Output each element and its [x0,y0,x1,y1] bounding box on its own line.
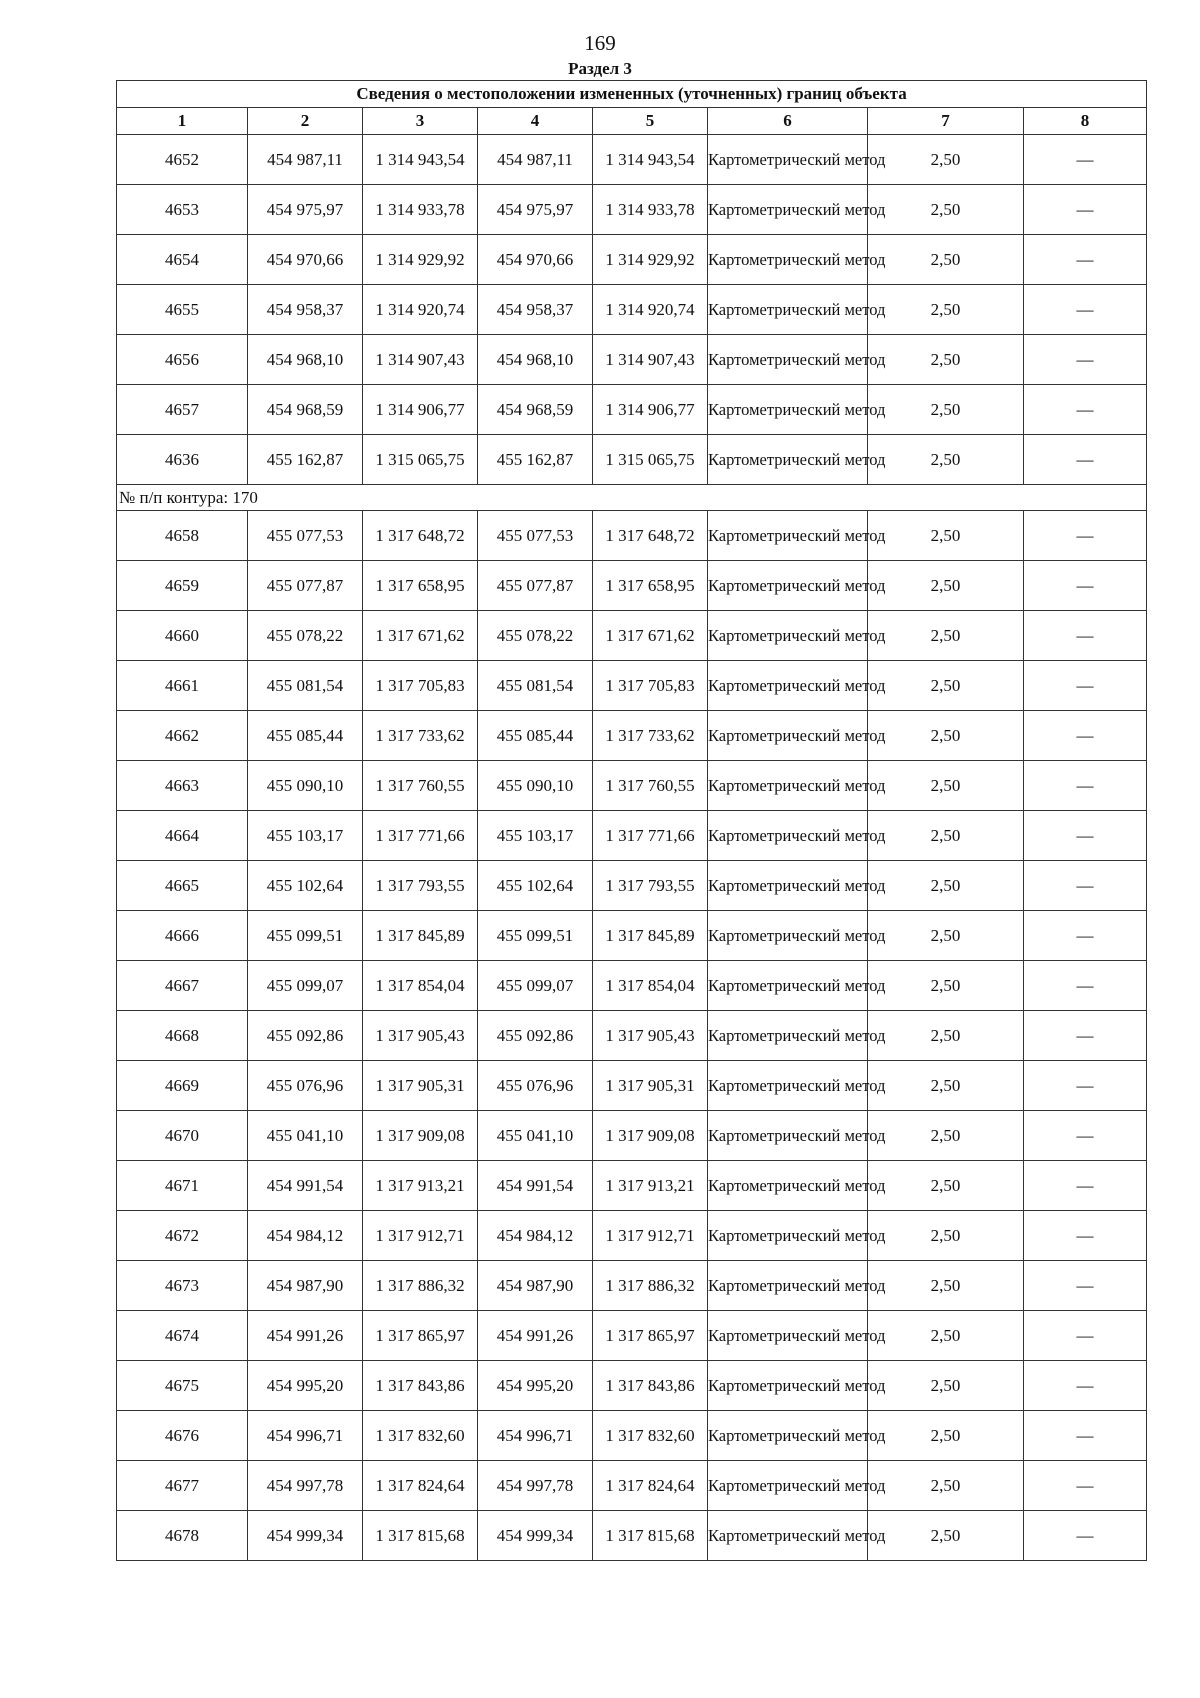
table-cell-col4: 454 995,20 [478,1361,593,1411]
table-cell-col8: — [1024,1411,1147,1461]
table-cell-col6: Картометрический метод [708,1161,868,1211]
table-cell-col6: Картометрический метод [708,661,868,711]
table-cell-col3: 1 317 854,04 [363,961,478,1011]
table-cell-col8: — [1024,385,1147,435]
table-row [117,385,1147,435]
table-cell-col6: Картометрический метод [708,761,868,811]
table-cell-col7: 2,50 [868,1311,1024,1361]
table-cell-col6: Картометрический метод [708,611,868,661]
table-row [117,435,1147,485]
table-cell-col2: 454 987,11 [248,135,363,185]
table-cell-col6: Картометрический метод [708,861,868,911]
table-cell-col3: 1 317 671,62 [363,611,478,661]
table-cell-col7: 2,50 [868,1411,1024,1461]
table-cell-col3: 1 317 886,32 [363,1261,478,1311]
table-cell-col1: 4669 [117,1061,248,1111]
table-cell-col7: 2,50 [868,561,1024,611]
table-cell-col5: 1 314 920,74 [593,285,708,335]
table-cell-col3: 1 317 793,55 [363,861,478,911]
table-cell-col1: 4666 [117,911,248,961]
table-cell-col6: Картометрический метод [708,385,868,435]
table-cell-col3: 1 317 705,83 [363,661,478,711]
table-cell-col7: 2,50 [868,1511,1024,1561]
table-cell-col2: 454 997,78 [248,1461,363,1511]
table-cell-col6: Картометрический метод [708,285,868,335]
column-header-6: 6 [708,108,868,135]
table-cell-col3: 1 317 909,08 [363,1111,478,1161]
table-cell-col8: — [1024,811,1147,861]
column-header-1: 1 [117,108,248,135]
table-cell-col4: 454 996,71 [478,1411,593,1461]
table-cell-col8: — [1024,185,1147,235]
table-cell-col2: 454 968,59 [248,385,363,435]
table-cell-col2: 455 092,86 [248,1011,363,1061]
table-cell-col6: Картометрический метод [708,235,868,285]
table-cell-col7: 2,50 [868,1011,1024,1061]
table-cell-col7: 2,50 [868,1361,1024,1411]
table-row [117,711,1147,761]
table-cell-col6: Картометрический метод [708,1211,868,1261]
table-cell-col2: 455 081,54 [248,661,363,711]
table-cell-col1: 4664 [117,811,248,861]
table-cell-col1: 4653 [117,185,248,235]
table-cell-col3: 1 317 865,97 [363,1311,478,1361]
table-cell-col8: — [1024,511,1147,561]
table-row [117,1511,1147,1561]
table-cell-col1: 4659 [117,561,248,611]
table-cell-col6: Картометрический метод [708,435,868,485]
table-cell-col4: 455 162,87 [478,435,593,485]
table-cell-col8: — [1024,1361,1147,1411]
table-cell-col6: Картометрический метод [708,961,868,1011]
table-row [117,511,1147,561]
table-cell-col5: 1 317 733,62 [593,711,708,761]
table-cell-col5: 1 315 065,75 [593,435,708,485]
table-cell-col3: 1 317 760,55 [363,761,478,811]
table-row [117,235,1147,285]
table-cell-col2: 454 991,54 [248,1161,363,1211]
table-row [117,1461,1147,1511]
table-cell-col4: 455 076,96 [478,1061,593,1111]
table-cell-col3: 1 317 912,71 [363,1211,478,1261]
table-cell-col2: 454 970,66 [248,235,363,285]
column-header-row [117,108,1147,135]
table-cell-col1: 4654 [117,235,248,285]
table-cell-col8: — [1024,1511,1147,1561]
table-cell-col4: 455 103,17 [478,811,593,861]
table-cell-col5: 1 317 909,08 [593,1111,708,1161]
table-cell-col5: 1 317 905,31 [593,1061,708,1111]
table-row [117,1311,1147,1361]
table-cell-col6: Картометрический метод [708,335,868,385]
table-cell-col3: 1 317 824,64 [363,1461,478,1511]
table-cell-col3: 1 314 943,54 [363,135,478,185]
table-cell-col7: 2,50 [868,711,1024,761]
table-cell-col6: Картометрический метод [708,1261,868,1311]
table-row [117,611,1147,661]
column-header-4: 4 [478,108,593,135]
table-row [117,335,1147,385]
table-row [117,861,1147,911]
table-cell-col6: Картометрический метод [708,1111,868,1161]
table-cell-col2: 454 996,71 [248,1411,363,1461]
table-cell-col3: 1 317 733,62 [363,711,478,761]
table-cell-col6: Картометрический метод [708,135,868,185]
table-cell-col1: 4676 [117,1411,248,1461]
section-label: Раздел 3 [568,59,632,78]
table-cell-col6: Картометрический метод [708,185,868,235]
table-cell-col7: 2,50 [868,811,1024,861]
table-cell-col3: 1 317 832,60 [363,1411,478,1461]
table-cell-col4: 454 997,78 [478,1461,593,1511]
table-cell-col8: — [1024,611,1147,661]
table-cell-col7: 2,50 [868,1461,1024,1511]
table-cell-col5: 1 314 907,43 [593,335,708,385]
table-cell-col8: — [1024,1011,1147,1061]
table-cell-col8: — [1024,761,1147,811]
table-cell-col3: 1 314 906,77 [363,385,478,435]
table-cell-col4: 454 987,11 [478,135,593,185]
table-row [117,135,1147,185]
table-cell-col2: 455 099,51 [248,911,363,961]
table-cell-col7: 2,50 [868,435,1024,485]
table-cell-col2: 455 077,87 [248,561,363,611]
table-row [117,1411,1147,1461]
table-cell-col4: 454 958,37 [478,285,593,335]
table-cell-col6: Картометрический метод [708,1311,868,1361]
table-cell-col2: 455 077,53 [248,511,363,561]
table-cell-col5: 1 314 929,92 [593,235,708,285]
table-cell-col5: 1 317 886,32 [593,1261,708,1311]
table-cell-col1: 4656 [117,335,248,385]
table-cell-col5: 1 317 843,86 [593,1361,708,1411]
table-cell-col2: 454 968,10 [248,335,363,385]
table-cell-col6: Картометрический метод [708,511,868,561]
table-cell-col8: — [1024,1311,1147,1361]
table-cell-col3: 1 317 771,66 [363,811,478,861]
table-cell-col7: 2,50 [868,385,1024,435]
table-cell-col1: 4662 [117,711,248,761]
table-cell-col5: 1 317 658,95 [593,561,708,611]
table-cell-col1: 4675 [117,1361,248,1411]
table-cell-col2: 454 975,97 [248,185,363,235]
table-cell-col4: 455 081,54 [478,661,593,711]
table-cell-col3: 1 317 913,21 [363,1161,478,1211]
table-cell-col2: 455 041,10 [248,1111,363,1161]
table-row [117,1261,1147,1311]
table-cell-col4: 454 970,66 [478,235,593,285]
table-cell-col3: 1 317 815,68 [363,1511,478,1561]
table-cell-col1: 4655 [117,285,248,335]
table-cell-col7: 2,50 [868,1211,1024,1261]
table-cell-col8: — [1024,1111,1147,1161]
table-row [117,1161,1147,1211]
table-cell-col1: 4636 [117,435,248,485]
table-cell-col8: — [1024,561,1147,611]
table-cell-col4: 455 090,10 [478,761,593,811]
table-row [117,1061,1147,1111]
table-cell-col5: 1 317 648,72 [593,511,708,561]
table-cell-col2: 455 090,10 [248,761,363,811]
table-cell-col1: 4663 [117,761,248,811]
table-cell-col3: 1 317 905,31 [363,1061,478,1111]
table-cell-col1: 4652 [117,135,248,185]
table-cell-col7: 2,50 [868,335,1024,385]
table-cell-col4: 455 041,10 [478,1111,593,1161]
table-cell-col3: 1 315 065,75 [363,435,478,485]
table-cell-col2: 455 102,64 [248,861,363,911]
table-cell-col7: 2,50 [868,1111,1024,1161]
table-cell-col6: Картометрический метод [708,911,868,961]
table-cell-col2: 455 085,44 [248,711,363,761]
table-cell-col7: 2,50 [868,861,1024,911]
table-cell-col6: Картометрический метод [708,1511,868,1561]
table-cell-col4: 455 078,22 [478,611,593,661]
table-cell-col4: 454 999,34 [478,1511,593,1561]
column-header-2: 2 [248,108,363,135]
table-cell-col8: — [1024,711,1147,761]
table-cell-col5: 1 317 760,55 [593,761,708,811]
table-cell-col5: 1 317 912,71 [593,1211,708,1261]
table-cell-col4: 454 991,54 [478,1161,593,1211]
table-cell-col1: 4673 [117,1261,248,1311]
table-cell-col4: 454 987,90 [478,1261,593,1311]
table-cell-col4: 455 102,64 [478,861,593,911]
table-row [117,1011,1147,1061]
table-cell-col5: 1 317 845,89 [593,911,708,961]
table-cell-col5: 1 317 671,62 [593,611,708,661]
table-row [117,1361,1147,1411]
table-cell-col1: 4678 [117,1511,248,1561]
table-cell-col8: — [1024,861,1147,911]
table-cell-col2: 455 076,96 [248,1061,363,1111]
table-cell-col6: Картометрический метод [708,1361,868,1411]
table-cell-col5: 1 317 854,04 [593,961,708,1011]
table-cell-col4: 454 984,12 [478,1211,593,1261]
table-cell-col6: Картометрический метод [708,1011,868,1061]
table-cell-col4: 454 991,26 [478,1311,593,1361]
table-cell-col1: 4677 [117,1461,248,1511]
table-row [117,961,1147,1011]
table-cell-col2: 454 987,90 [248,1261,363,1311]
table-cell-col1: 4668 [117,1011,248,1061]
table-cell-col3: 1 317 843,86 [363,1361,478,1411]
table-cell-col5: 1 317 824,64 [593,1461,708,1511]
table-row [117,1111,1147,1161]
table-cell-col6: Картометрический метод [708,811,868,861]
table-cell-col1: 4674 [117,1311,248,1361]
table-cell-col2: 454 995,20 [248,1361,363,1411]
table-cell-col4: 454 968,10 [478,335,593,385]
table-cell-col2: 455 103,17 [248,811,363,861]
table-cell-col7: 2,50 [868,911,1024,961]
table-row [117,661,1147,711]
table-row [117,185,1147,235]
table-cell-col5: 1 317 771,66 [593,811,708,861]
column-header-7: 7 [868,108,1024,135]
table-cell-col8: — [1024,961,1147,1011]
table-cell-col6: Картометрический метод [708,1461,868,1511]
table-row [117,811,1147,861]
table-cell-col6: Картометрический метод [708,1411,868,1461]
table-cell-col6: Картометрический метод [708,711,868,761]
table-cell-col5: 1 317 913,21 [593,1161,708,1211]
column-header-3: 3 [363,108,478,135]
table-cell-col3: 1 317 648,72 [363,511,478,561]
table-cell-col5: 1 317 793,55 [593,861,708,911]
table-cell-col1: 4658 [117,511,248,561]
table-cell-col3: 1 317 905,43 [363,1011,478,1061]
table-cell-col8: — [1024,235,1147,285]
table-cell-col8: — [1024,911,1147,961]
table-cell-col3: 1 314 929,92 [363,235,478,285]
table-cell-col6: Картометрический метод [708,1061,868,1111]
table-cell-col1: 4657 [117,385,248,435]
table-cell-col8: — [1024,1211,1147,1261]
table-cell-col4: 455 085,44 [478,711,593,761]
table-cell-col2: 455 099,07 [248,961,363,1011]
table-cell-col7: 2,50 [868,135,1024,185]
table-cell-col7: 2,50 [868,285,1024,335]
table-cell-col1: 4661 [117,661,248,711]
table-cell-col2: 454 999,34 [248,1511,363,1561]
table-cell-col1: 4660 [117,611,248,661]
table-cell-col5: 1 317 705,83 [593,661,708,711]
table-cell-col5: 1 314 933,78 [593,185,708,235]
table-cell-col2: 454 984,12 [248,1211,363,1261]
table-cell-col1: 4672 [117,1211,248,1261]
table-cell-col4: 455 077,87 [478,561,593,611]
table-row [117,285,1147,335]
table-cell-col4: 455 092,86 [478,1011,593,1061]
table-cell-col4: 455 077,53 [478,511,593,561]
table-cell-col8: — [1024,435,1147,485]
table-title: Сведения о местоположении измененных (уточненных) границ объекта [117,81,1147,108]
table-cell-col3: 1 317 658,95 [363,561,478,611]
table-cell-col7: 2,50 [868,611,1024,661]
table-cell-col8: — [1024,1261,1147,1311]
table-cell-col2: 454 958,37 [248,285,363,335]
table-cell-col8: — [1024,335,1147,385]
table-cell-col7: 2,50 [868,511,1024,561]
table-cell-col7: 2,50 [868,1261,1024,1311]
boundary-coordinates-table [116,80,1147,1561]
table-cell-col1: 4670 [117,1111,248,1161]
table-cell-col3: 1 314 907,43 [363,335,478,385]
table-body [117,135,1147,1561]
table-cell-col2: 455 078,22 [248,611,363,661]
table-cell-col7: 2,50 [868,761,1024,811]
contour-label: № п/п контура: 170 [117,485,1147,511]
table-cell-col3: 1 314 920,74 [363,285,478,335]
table-cell-col1: 4665 [117,861,248,911]
table-cell-col1: 4667 [117,961,248,1011]
table-cell-col7: 2,50 [868,235,1024,285]
table-cell-col5: 1 317 865,97 [593,1311,708,1361]
table-cell-col2: 454 991,26 [248,1311,363,1361]
table-cell-col5: 1 317 832,60 [593,1411,708,1461]
table-cell-col4: 455 099,51 [478,911,593,961]
table-cell-col8: — [1024,135,1147,185]
table-cell-col5: 1 314 906,77 [593,385,708,435]
table-cell-col3: 1 314 933,78 [363,185,478,235]
table-cell-col7: 2,50 [868,185,1024,235]
table-row [117,1211,1147,1261]
table-cell-col8: — [1024,661,1147,711]
table-cell-col4: 455 099,07 [478,961,593,1011]
table-row [117,911,1147,961]
column-header-8: 8 [1024,108,1147,135]
table-cell-col4: 454 975,97 [478,185,593,235]
table-cell-col4: 454 968,59 [478,385,593,435]
table-cell-col8: — [1024,1061,1147,1111]
table-row [117,561,1147,611]
table-cell-col7: 2,50 [868,661,1024,711]
table-cell-col8: — [1024,1461,1147,1511]
table-cell-col3: 1 317 845,89 [363,911,478,961]
table-cell-col1: 4671 [117,1161,248,1211]
table-row [117,761,1147,811]
table-cell-col7: 2,50 [868,1161,1024,1211]
table-cell-col2: 455 162,87 [248,435,363,485]
table-cell-col5: 1 317 815,68 [593,1511,708,1561]
table-cell-col5: 1 314 943,54 [593,135,708,185]
table-cell-col6: Картометрический метод [708,561,868,611]
table-cell-col5: 1 317 905,43 [593,1011,708,1061]
table-cell-col8: — [1024,1161,1147,1211]
table-cell-col8: — [1024,285,1147,335]
table-cell-col7: 2,50 [868,961,1024,1011]
page-number: 169 [584,31,616,55]
column-header-5: 5 [593,108,708,135]
contour-label-row [117,485,1147,511]
table-cell-col7: 2,50 [868,1061,1024,1111]
